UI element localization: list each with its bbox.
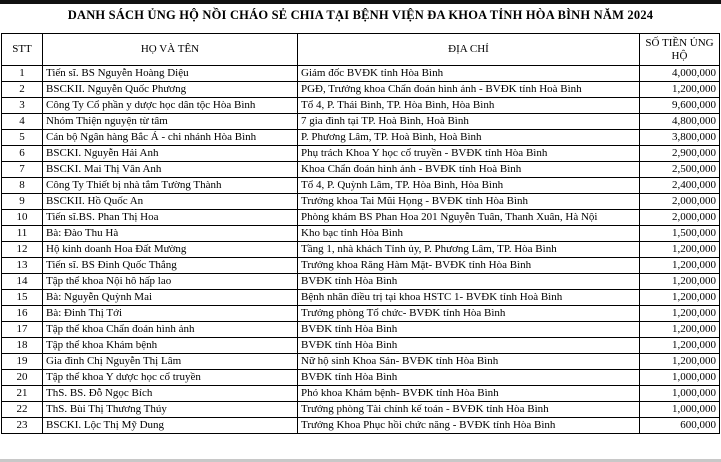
cell-stt: 20 [2,370,43,386]
cell-address: Nữ hộ sinh Khoa Sản- BVĐK tỉnh Hòa Bình [298,354,640,370]
cell-amount: 4,800,000 [640,114,720,130]
cell-amount: 2,500,000 [640,162,720,178]
table-row [2,98,720,114]
cell-address: Kho bạc tỉnh Hòa Bình [298,226,640,242]
cell-address: BVĐK tỉnh Hòa Bình [298,322,640,338]
cell-amount: 1,000,000 [640,402,720,418]
column-header-amount: SỐ TIỀN ỦNG HỘ [640,34,720,66]
cell-amount: 600,000 [640,418,720,434]
cell-amount: 1,500,000 [640,226,720,242]
cell-name: ThS. Bùi Thị Thương Thúy [43,402,298,418]
cell-stt: 11 [2,226,43,242]
table-row [2,306,720,322]
cell-stt: 23 [2,418,43,434]
cell-amount: 1,000,000 [640,370,720,386]
cell-name: Tập thể khoa Y dược học cổ truyền [43,370,298,386]
cell-address: Phụ trách Khoa Y học cổ truyền - BVĐK tỉnh Hòa Bình [298,146,640,162]
cell-name: BSCKI. Mai Thị Vân Anh [43,162,298,178]
cell-address: Trưởng khoa Tai Mũi Họng - BVĐK tỉnh Hòa Bình [298,194,640,210]
cell-stt: 10 [2,210,43,226]
cell-stt: 16 [2,306,43,322]
column-header-name: HỌ VÀ TÊN [43,34,298,66]
cell-amount: 2,400,000 [640,178,720,194]
cell-address: Giám đốc BVĐK tỉnh Hòa Bình [298,66,640,82]
cell-amount: 1,200,000 [640,242,720,258]
cell-address: Bệnh nhân điều trị tại khoa HSTC 1- BVĐK tỉnh Hoà Bình [298,290,640,306]
cell-address: Phòng khám BS Phan Hoa 201 Nguyễn Tuân, Thanh Xuân, Hà Nội [298,210,640,226]
cell-stt: 14 [2,274,43,290]
cell-name: Cán bộ Ngân hàng Bắc Á - chi nhánh Hòa Bình [43,130,298,146]
cell-stt: 6 [2,146,43,162]
cell-name: Nhóm Thiện nguyện từ tâm [43,114,298,130]
table-row [2,322,720,338]
table-row [2,386,720,402]
cell-address: Tổ 4, P. Quỳnh Lâm, TP. Hòa Bình, Hòa Bình [298,178,640,194]
cell-name: Công Ty Cổ phần y dược học dân tộc Hòa Bình [43,98,298,114]
cell-name: Tiến sĩ.BS. Phan Thị Hoa [43,210,298,226]
cell-amount: 1,200,000 [640,82,720,98]
table-row [2,274,720,290]
cell-name: Tập thể khoa Chẩn đoán hình ảnh [43,322,298,338]
cell-stt: 22 [2,402,43,418]
table-row [2,66,720,82]
cell-name: Tiến sĩ. BS Nguyễn Hoàng Diệu [43,66,298,82]
table-row [2,82,720,98]
table-row [2,178,720,194]
table-row [2,226,720,242]
cell-amount: 1,200,000 [640,290,720,306]
cell-amount: 2,000,000 [640,194,720,210]
table-row [2,210,720,226]
cell-stt: 19 [2,354,43,370]
cell-name: ThS. BS. Đỗ Ngọc Bích [43,386,298,402]
cell-amount: 1,200,000 [640,338,720,354]
cell-name: Tập thể khoa Nội hô hấp lao [43,274,298,290]
table-body [2,66,720,434]
cell-stt: 15 [2,290,43,306]
cell-amount: 1,200,000 [640,258,720,274]
table-row [2,114,720,130]
table-row [2,258,720,274]
cell-amount: 1,200,000 [640,306,720,322]
cell-name: BSCKI. Nguyễn Hải Anh [43,146,298,162]
table-row [2,130,720,146]
table-row [2,162,720,178]
cell-amount: 1,200,000 [640,322,720,338]
cell-amount: 1,200,000 [640,274,720,290]
table-row [2,354,720,370]
cell-stt: 2 [2,82,43,98]
cell-stt: 13 [2,258,43,274]
donation-table [1,33,720,434]
cell-name: Tiến sĩ. BS Đinh Quốc Thắng [43,258,298,274]
cell-stt: 3 [2,98,43,114]
table-row [2,418,720,434]
cell-address: Tầng 1, nhà khách Tỉnh ủy, P. Phương Lâm, TP. Hòa Bình [298,242,640,258]
cell-address: Trưởng khoa Răng Hàm Mặt- BVĐK tỉnh Hòa Bình [298,258,640,274]
cell-name: Hộ kinh doanh Hoa Đất Mường [43,242,298,258]
table-row [2,242,720,258]
column-header-address: ĐỊA CHỈ [298,34,640,66]
page-title: DANH SÁCH ỦNG HỘ NỒI CHÁO SẺ CHIA TẠI BỆNH VIỆN ĐA KHOA TỈNH HÒA BÌNH NĂM 2024 [67,8,654,22]
cell-name: Bà: Đào Thu Hà [43,226,298,242]
cell-stt: 5 [2,130,43,146]
table-row [2,290,720,306]
cell-name: BSCKII. Nguyễn Quốc Phương [43,82,298,98]
cell-address: P. Phương Lâm, TP. Hoà Bình, Hoà Bình [298,130,640,146]
cell-stt: 17 [2,322,43,338]
cell-amount: 2,000,000 [640,210,720,226]
cell-address: Trưởng Khoa Phục hồi chức năng - BVĐK tỉnh Hòa Bình [298,418,640,434]
cell-amount: 2,900,000 [640,146,720,162]
cell-stt: 4 [2,114,43,130]
cell-address: Trưởng phòng Tài chính kế toán - BVĐK tỉnh Hòa Bình [298,402,640,418]
cell-address: 7 gia đình tại TP. Hoà Bình, Hoà Bình [298,114,640,130]
cell-amount: 9,600,000 [640,98,720,114]
cell-name: Công Ty Thiết bị nhà tắm Tường Thành [43,178,298,194]
cell-address: Khoa Chẩn đoán hình ảnh - BVĐK tỉnh Hoà Bình [298,162,640,178]
table-row [2,146,720,162]
table-row [2,338,720,354]
cell-name: Gia đình Chị Nguyễn Thị Lâm [43,354,298,370]
cell-amount: 4,000,000 [640,66,720,82]
top-border-bar [0,0,721,4]
header-row [2,34,720,66]
cell-stt: 18 [2,338,43,354]
cell-name: Bà: Đinh Thị Tới [43,306,298,322]
column-header-stt: STT [2,34,43,66]
cell-amount: 1,000,000 [640,386,720,402]
cell-name: BSCKI. Lộc Thị Mỹ Dung [43,418,298,434]
cell-amount: 3,800,000 [640,130,720,146]
cell-stt: 12 [2,242,43,258]
cell-address: BVĐK tỉnh Hòa Bình [298,338,640,354]
table-row [2,370,720,386]
cell-name: Tập thể khoa Khám bệnh [43,338,298,354]
cell-address: Trưởng phòng Tổ chức- BVĐK tỉnh Hòa Bình [298,306,640,322]
cell-address: Phó khoa Khám bệnh- BVĐK tỉnh Hòa Bình [298,386,640,402]
table-row [2,194,720,210]
cell-address: BVĐK tỉnh Hòa Bình [298,370,640,386]
cell-amount: 1,200,000 [640,354,720,370]
cell-stt: 9 [2,194,43,210]
cell-stt: 8 [2,178,43,194]
cell-stt: 7 [2,162,43,178]
cell-stt: 21 [2,386,43,402]
cell-name: Bà: Nguyễn Quỳnh Mai [43,290,298,306]
table-row [2,402,720,418]
cell-name: BSCKII. Hồ Quốc An [43,194,298,210]
cell-address: BVĐK tỉnh Hòa Bình [298,274,640,290]
cell-stt: 1 [2,66,43,82]
cell-address: Tổ 4, P. Thái Bình, TP. Hòa Bình, Hòa Bình [298,98,640,114]
cell-address: PGĐ, Trưởng khoa Chẩn đoán hình ảnh - BVĐK tỉnh Hoà Bình [298,82,640,98]
